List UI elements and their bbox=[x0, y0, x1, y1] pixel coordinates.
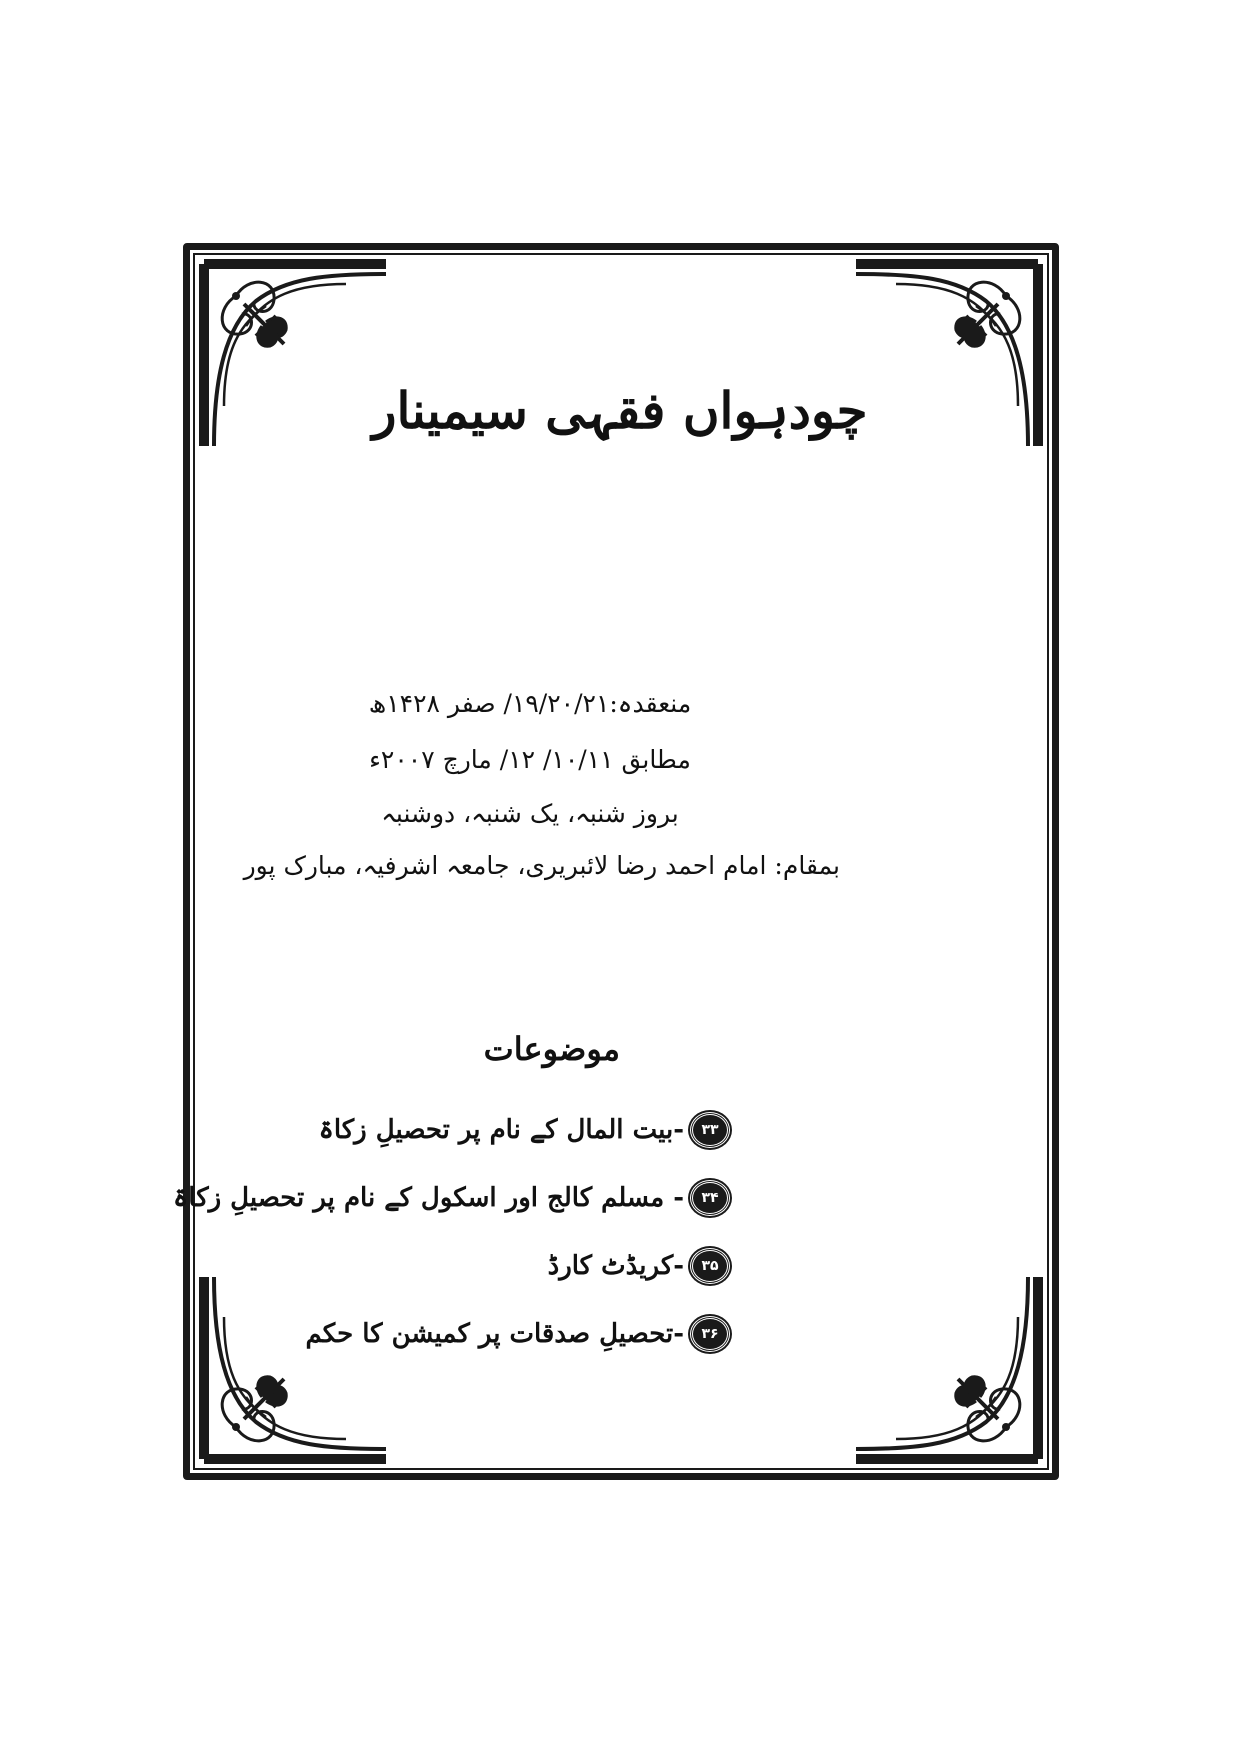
topic-text: -بیت المال کے نام پر تحصیلِ زکاۃ bbox=[318, 1115, 684, 1145]
corner-ornament-icon bbox=[196, 1267, 396, 1467]
list-item bbox=[305, 1316, 730, 1352]
topic-number-badge: ۳۳ bbox=[690, 1112, 730, 1148]
page-title: چودہواں فقہی سیمینار bbox=[372, 381, 868, 440]
topics-heading: موضوعات bbox=[483, 1030, 620, 1068]
seminar-days: بروز شنبہ، یک شنبہ، دوشنبہ bbox=[381, 799, 679, 828]
topic-text: - مسلم کالج اور اسکول کے نام پر تحصیلِ زکاۃ bbox=[173, 1183, 684, 1213]
topic-number-badge: ۳۵ bbox=[690, 1248, 730, 1284]
list-item bbox=[173, 1180, 730, 1216]
topic-text: -تحصیلِ صدقات پر کمیشن کا حکم bbox=[305, 1319, 684, 1349]
topic-text: -کریڈٹ کارڈ bbox=[547, 1251, 684, 1281]
list-item bbox=[548, 1248, 730, 1284]
list-item bbox=[319, 1112, 730, 1148]
seminar-dates-hijri: منعقدہ:۱۹/۲۰/۲۱/ صفر ۱۴۲۸ھ bbox=[368, 689, 692, 718]
seminar-venue: بمقام: امام احمد رضا لائبریری، جامعہ اشرفیہ، مبارک پور bbox=[243, 851, 840, 880]
topic-number-badge: ۳۶ bbox=[690, 1316, 730, 1352]
corner-ornament-icon bbox=[846, 1267, 1046, 1467]
seminar-dates-gregorian: مطابق ۱۰/۱۱/ ۱۲/ مارچ ۲۰۰۷ء bbox=[369, 745, 691, 774]
topic-number-badge: ۳۴ bbox=[690, 1180, 730, 1216]
